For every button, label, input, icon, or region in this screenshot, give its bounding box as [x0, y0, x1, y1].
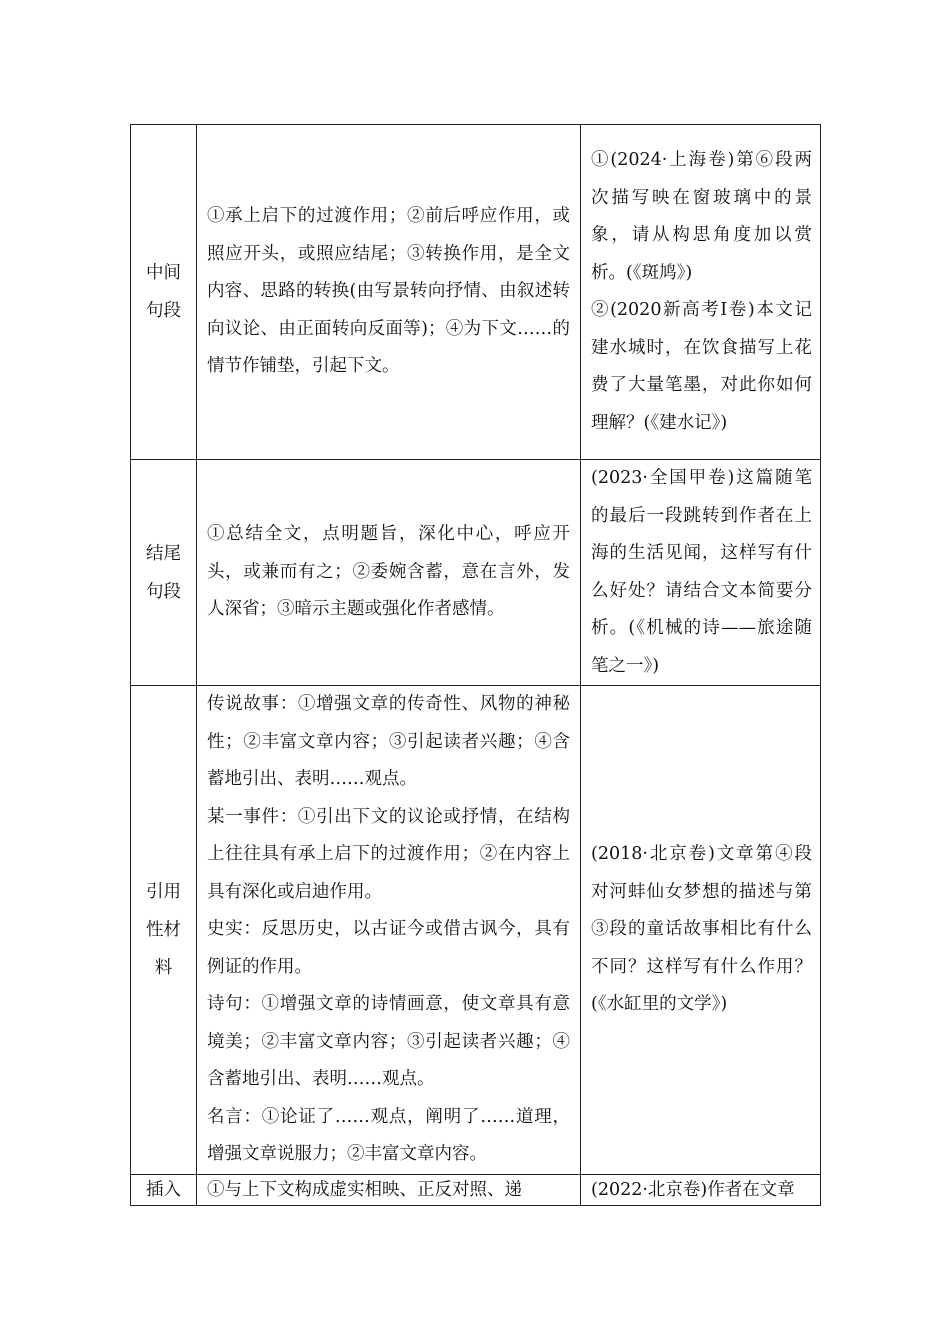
function-paragraph: 某一事件：①引出下文的议论或抒情，在结构上往往具有承上启下的过渡作用；②在内容上具有深化或启迪作用。 [207, 806, 570, 902]
category-cell: 插入 [131, 1174, 197, 1205]
function-paragraph: ①承上启下的过渡作用；②前后呼应作用，或照应开头，或照应结尾；③转换作用，是全文内容、思路的转换(由写景转向抒情、由叙述转向议论、由正面转向反面等)；④为下文……的情节作铺垫，引起下文。 [207, 206, 570, 377]
category-cell: 结尾 句段 [131, 460, 197, 686]
function-paragraph: ①与上下文构成虚实相映、正反对照、递 [207, 1179, 522, 1200]
table-row [131, 686, 821, 1175]
function-paragraph: 史实：反思历史，以古证今或借古讽今，具有例证的作用。 [207, 919, 570, 977]
analysis-table [130, 124, 821, 1206]
table-row [131, 1174, 821, 1205]
example-cell: (2022·北京卷)作者在文章 [581, 1174, 821, 1205]
function-paragraph: ①总结全文，点明题旨，深化中心，呼应开头，或兼而有之；②委婉含蓄，意在言外，发人深省；③暗示主题或强化作者感情。 [207, 524, 570, 620]
category-cell: 中间 句段 [131, 125, 197, 460]
category-cell: 引用 性材 料 [131, 686, 197, 1175]
function-paragraph: 诗句：①增强文章的诗情画意，使文章具有意境美；②丰富文章内容；③引起读者兴趣；④含蓄地引出、表明……观点。 [207, 994, 570, 1089]
function-paragraph: 传说故事：①增强文章的传奇性、风物的神秘性；②丰富文章内容；③引起读者兴趣；④含蓄地引出、表明……观点。 [207, 694, 570, 789]
example-cell: ①(2024·上海卷)第⑥段两次描写映在窗玻璃中的景象，请从构思角度加以赏析。(《斑鸠》) ②(2020新高考Ⅰ卷)本文记建水城时，在饮食描写上花费了大量笔墨，对此你如何理解？(《建水记》) [581, 125, 821, 460]
table-row [131, 460, 821, 686]
example-cell: (2023·全国甲卷)这篇随笔的最后一段跳转到作者在上海的生活见闻，这样写有什么好处？请结合文本简要分析。(《机械的诗——旅途随笔之一》) [581, 460, 821, 686]
function-cell [197, 1174, 581, 1205]
function-paragraph: 名言：①论证了……观点，阐明了……道理，增强文章说服力；②丰富文章内容。 [207, 1106, 570, 1164]
function-cell [197, 460, 581, 686]
table-row [131, 125, 821, 460]
function-cell [197, 686, 581, 1175]
example-cell: (2018·北京卷)文章第④段对河蚌仙女梦想的描述与第③段的童话故事相比有什么不同？这样写有什么作用？(《水缸里的文学》) [581, 686, 821, 1175]
function-cell [197, 125, 581, 460]
